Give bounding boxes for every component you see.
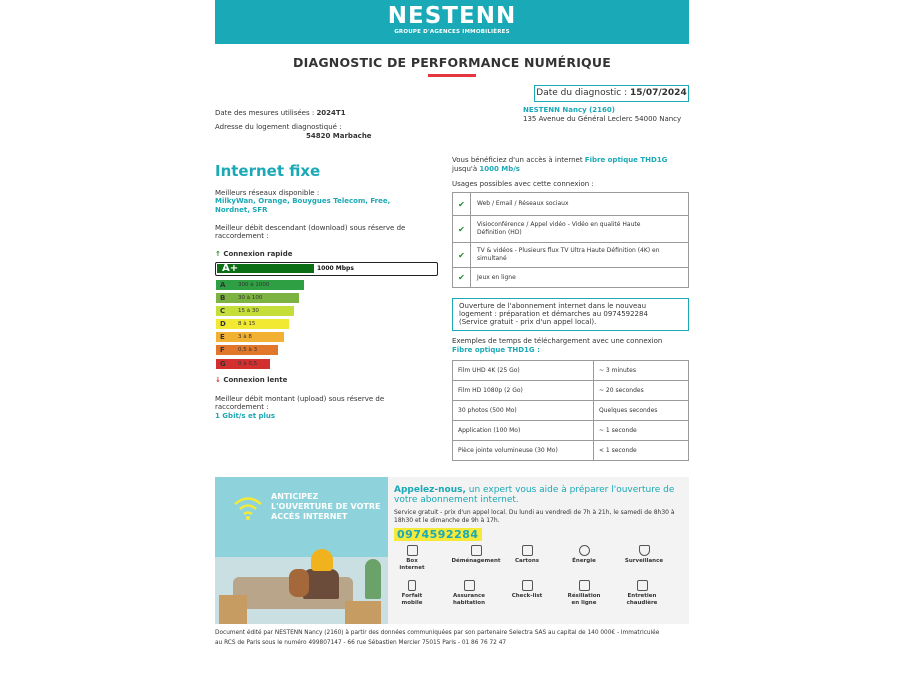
upload-label-line-2: raccordement :: [215, 403, 269, 411]
class-letter: A: [220, 281, 226, 289]
service-cartons: [502, 545, 552, 565]
carton-icon: [522, 545, 533, 556]
service-resiliation: [559, 580, 609, 606]
agency-name: NESTENN Nancy (2160): [523, 106, 615, 114]
download-time: ~ 1 seconde: [594, 421, 689, 441]
table-row: [453, 421, 689, 441]
class-range: 0 à 0,5: [238, 361, 258, 367]
class-bar-a: [216, 280, 304, 290]
subscription-line-1: Ouverture de l'abonnement internet dans le nouveau: [459, 302, 647, 310]
slow-connection-text: Connexion lente: [223, 376, 288, 384]
diagnostic-date-box: [534, 85, 689, 102]
download-times-table: [452, 360, 689, 461]
check-icon: ✔: [453, 193, 471, 216]
download-item: 30 photos (500 Mo): [453, 401, 594, 421]
fast-connection-label: [215, 250, 292, 258]
access-speed-line: [452, 165, 520, 173]
current-class-letter: A+: [222, 263, 239, 274]
call-subtitle: Service gratuit - prix d'un appel local. Du lundi au vendredi de 7h à 21h, le samedi de 8h30 à 18h30 et le dimanche de 9h à 17h.: [394, 509, 675, 524]
class-letter: G: [220, 360, 226, 368]
footer-line-2: au RCS de Paris sous le numéro 499807147 - 66 rue Sébastien Mercier 75015 Paris - 01 86 76 72 47: [215, 640, 507, 646]
subscription-line-3: (Service gratuit - prix d'un appel local).: [459, 318, 597, 326]
class-bar-g: [216, 359, 270, 369]
subscription-line-2: logement : préparation et démarches au 0974592284: [459, 310, 648, 318]
class-bar-e: [216, 332, 284, 342]
phone-number-link[interactable]: 0974592284: [394, 528, 482, 541]
boiler-icon: [637, 580, 648, 591]
brand-logo: NESTENN: [387, 3, 517, 29]
class-bar-f: [216, 345, 278, 355]
usage-text: TV & vidéos - Plusieurs flux TV Ultra Haute Définition (4K) en: [477, 247, 660, 254]
dog-image: [289, 569, 309, 597]
class-bar-d: [216, 319, 289, 329]
footer-line-1: Document édité par NESTENN Nancy (2160) à partir des données communiquées par son partenaire Selectra SAS au capital de 140 000€ - Immatriculée: [215, 630, 660, 636]
brand-header: [215, 0, 689, 44]
section-title-internet: Internet fixe: [215, 162, 321, 180]
person-hat-image: [311, 549, 333, 571]
fast-connection-text: Connexion rapide: [223, 250, 293, 258]
upload-label-line-1: Meilleur débit montant (upload) sous réserve de: [215, 395, 385, 403]
usage-text-2: simultané: [477, 255, 507, 262]
brand-tagline: GROUPE D'AGENCES IMMOBILIÈRES: [394, 29, 510, 35]
class-range: 30 à 100: [238, 295, 263, 301]
download-item: Pièce jointe volumineuse (30 Mo): [453, 441, 594, 461]
promo-illustration: [215, 477, 388, 624]
call-title-rest: un expert vous aide à préparer l'ouverture de votre abonnement internet.: [394, 485, 675, 505]
service-box-internet: [387, 545, 437, 571]
upload-value: 1 Gbit/s et plus: [215, 412, 276, 420]
table-row: [453, 401, 689, 421]
service-label: Box: [406, 558, 418, 564]
service-label: Énergie: [572, 558, 596, 564]
insurance-icon: [464, 580, 475, 591]
class-letter: F: [220, 346, 225, 354]
service-forfait-mobile: [387, 580, 437, 606]
box-icon: [407, 545, 418, 556]
usage-cell: [471, 216, 689, 243]
service-assurance: [444, 580, 494, 606]
legal-footer: [215, 628, 689, 648]
table-row: [453, 381, 689, 401]
service-label: Check-list: [511, 593, 543, 599]
truck-icon: [471, 545, 482, 556]
service-label: Cartons: [514, 558, 540, 564]
carton-image: [345, 601, 381, 624]
download-item: Film UHD 4K (25 Go): [453, 361, 594, 381]
download-examples-label: Exemples de temps de téléchargement avec une connexion: [452, 337, 663, 345]
promo-headline: ANTICIPEZ L'OUVERTURE DE VOTRE ACCÈS INTERNET: [271, 492, 381, 521]
measure-date: [215, 109, 346, 118]
usage-cell: [471, 268, 689, 288]
page-title: DIAGNOSTIC DE PERFORMANCE NUMÉRIQUE: [293, 55, 611, 70]
service-energie: [559, 545, 609, 565]
promo-banner: [215, 477, 689, 624]
service-label: Déménagement: [451, 558, 501, 564]
address-label: Adresse du logement diagnostiqué :: [215, 123, 342, 131]
service-label: Forfait: [401, 593, 423, 599]
arrow-up-icon: ↑: [215, 250, 221, 258]
download-time: ~ 20 secondes: [594, 381, 689, 401]
access-intro-text: Vous bénéficiez d'un accès à internet: [452, 156, 583, 164]
check-icon: ✔: [453, 268, 471, 288]
address-value: 54820 Marbache: [306, 132, 372, 140]
service-label-2: chaudière: [626, 599, 658, 606]
usage-text: Jeux en ligne: [477, 273, 516, 281]
diagnostic-date-value: 15/07/2024: [630, 88, 687, 98]
subscription-box: [452, 298, 689, 331]
networks-line-1: MilkyWan, Orange, Bouygues Telecom, Free,: [215, 197, 391, 205]
cancel-icon: [579, 580, 590, 591]
class-letter: D: [220, 320, 226, 328]
usages-table: [452, 192, 689, 288]
service-label-2: en ligne: [571, 599, 597, 606]
download-item: Application (100 Mo): [453, 421, 594, 441]
usages-label: Usages possibles avec cette connexion :: [452, 180, 594, 188]
networks-line-2: Nordnet, SFR: [215, 206, 268, 214]
plant-image: [365, 559, 381, 599]
check-icon: ✔: [453, 216, 471, 243]
access-intro: [452, 156, 667, 164]
download-label-line-2: raccordement :: [215, 232, 269, 240]
wifi-icon: [233, 495, 263, 521]
carton-image: [219, 595, 247, 624]
current-class-bar: [217, 264, 314, 273]
agency-address: 135 Avenue du Général Leclerc 54000 Nancy: [523, 115, 682, 123]
service-label: Surveillance: [624, 558, 664, 564]
table-row: [453, 441, 689, 461]
class-range: 3 à 8: [238, 334, 252, 340]
measure-date-value: 2024T1: [316, 109, 346, 117]
usage-cell: [471, 243, 689, 268]
table-row: [453, 216, 689, 243]
class-range: 300 à 1000: [238, 282, 270, 288]
call-title-bold: Appelez-nous,: [394, 485, 466, 495]
service-label-2: internet: [399, 564, 425, 571]
title-underline: [428, 74, 476, 77]
checklist-icon: [522, 580, 533, 591]
arrow-down-icon: ↓: [215, 376, 221, 384]
table-row: [453, 268, 689, 288]
service-checklist: [502, 580, 552, 600]
service-label: Résiliation: [567, 593, 601, 599]
download-time: < 1 seconde: [594, 441, 689, 461]
download-time: ~ 3 minutes: [594, 361, 689, 381]
download-examples-tech: Fibre optique THD1G :: [452, 346, 540, 354]
class-letter: E: [220, 333, 225, 341]
access-speed: 1000 Mb/s: [479, 165, 520, 173]
download-time: Quelques secondes: [594, 401, 689, 421]
access-tech: Fibre optique THD1G: [584, 156, 668, 164]
service-entretien: [617, 580, 667, 606]
networks-label: Meilleurs réseaux disponible :: [215, 189, 320, 197]
table-row: [453, 243, 689, 268]
class-range: 8 à 15: [238, 321, 256, 327]
service-demenagement: [451, 545, 501, 565]
call-title: [394, 485, 684, 505]
service-surveillance: [619, 545, 669, 565]
service-label-2: mobile: [401, 599, 423, 606]
access-upto: jusqu'à: [452, 165, 478, 173]
promo-content: [394, 477, 689, 624]
agency-block: [523, 106, 681, 124]
slow-connection-label: [215, 376, 287, 384]
mobile-icon: [408, 580, 416, 591]
class-letter: B: [220, 294, 226, 302]
class-letter: C: [220, 307, 226, 315]
service-label: Assurance: [452, 593, 486, 599]
download-label-line-1: Meilleur débit descendant (download) sous réserve de: [215, 224, 406, 232]
measure-date-label: Date des mesures utilisées :: [215, 109, 315, 117]
class-range: 15 à 30: [238, 308, 259, 314]
service-label-2: habitation: [453, 599, 485, 606]
current-class-value: 1000 Mbps: [317, 265, 354, 272]
class-bar-b: [216, 293, 299, 303]
bulb-icon: [579, 545, 590, 556]
class-bar-c: [216, 306, 294, 316]
check-icon: ✔: [453, 243, 471, 268]
usage-text: Web / Email / Réseaux sociaux: [477, 200, 569, 207]
download-item: Film HD 1080p (2 Go): [453, 381, 594, 401]
current-class-row: [215, 262, 438, 276]
diagnostic-date-label: Date du diagnostic :: [536, 88, 628, 98]
shield-icon: [639, 545, 650, 556]
table-row: [453, 193, 689, 216]
usage-cell: [471, 193, 689, 216]
class-range: 0,5 à 3: [238, 347, 258, 353]
usage-text: Visioconférence / Appel vidéo - Vidéo en qualité Haute: [477, 221, 641, 228]
service-label: Entretien: [627, 593, 657, 599]
usage-text-2: Définition (HD): [477, 229, 522, 236]
table-row: [453, 361, 689, 381]
